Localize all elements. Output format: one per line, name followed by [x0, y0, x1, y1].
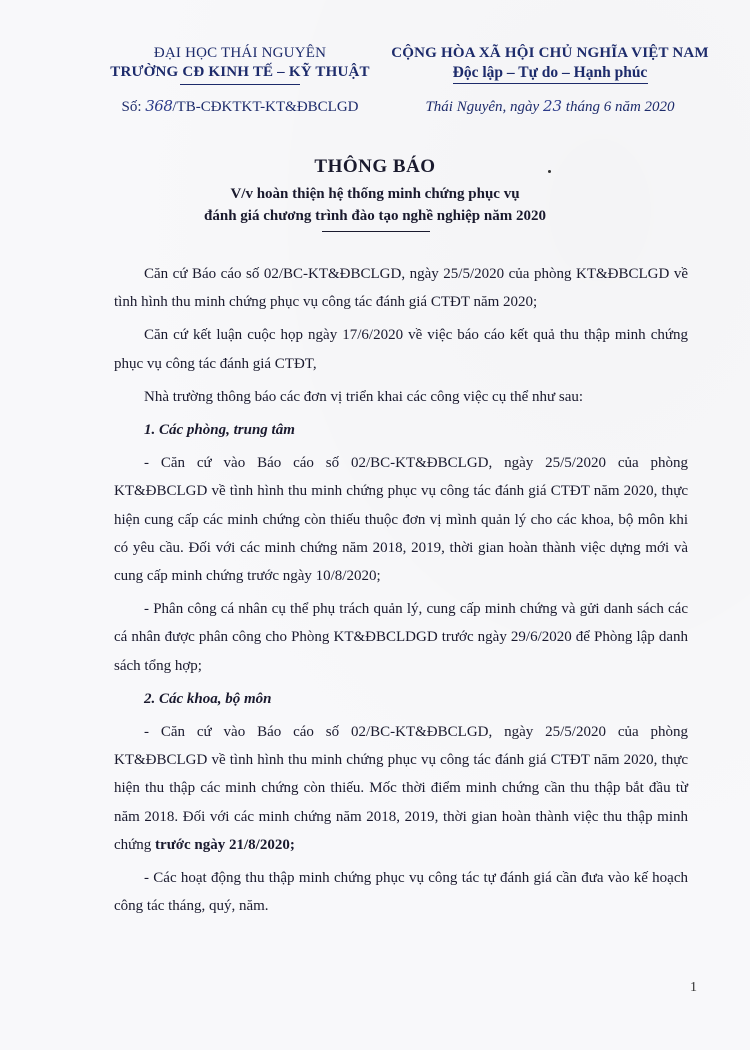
paragraph-intro: Nhà trường thông báo các đơn vị triển khai các công việc cụ thể như sau: [144, 388, 584, 405]
section-heading-offices: 1. Các phòng, trung tâm [144, 422, 295, 439]
paragraph-basis-2: Căn cứ kết luận cuộc họp ngày 17/6/2020 về việc báo cáo kết quả thu thập minh chứng phục vụ công tác đánh giá CTĐT, [114, 327, 688, 372]
document-subject-line-2: đánh giá chương trình đào tạo nghề nghiệp năm 2020 [204, 208, 546, 224]
date-prefix: Thái Nguyên, ngày [425, 99, 540, 115]
document-title: THÔNG BÁO [314, 156, 436, 177]
national-heading [385, 44, 715, 84]
faculties-1-text: - Căn cứ vào Báo cáo số 02/BC-KT&ĐBCLGD, ngày 25/5/2020 của phòng KT&ĐBCLGD về tình hình thu minh chứng phục vụ công tác đánh giá CTĐT năm 2020, thực hiện thu thập các minh chứng còn thiếu. Mốc thời điểm minh chứng cần thu thập bắt đầu từ năm 2018. Đối với các minh chứng năm 2018, 2019, thời gian hoàn thành việc thu thập minh chứng [114, 724, 688, 853]
document-subject-line-1: V/v hoàn thiện hệ thống minh chứng phục vụ [230, 186, 520, 202]
document-body [114, 260, 688, 925]
stray-mark [548, 170, 551, 173]
issuer-block [100, 44, 380, 85]
motto-underline [453, 83, 648, 84]
doc-number-suffix: /TB-CĐKTKT-KT&ĐBCLGD [172, 99, 359, 115]
page-number: 1 [690, 980, 697, 995]
doc-number-handwritten: 368 [145, 97, 173, 115]
paragraph-basis-1: Căn cứ Báo cáo số 02/BC-KT&ĐBCLGD, ngày 25/5/2020 của phòng KT&ĐBCLGD về tình hình thu minh chứng phục vụ công tác đánh giá CTĐT năm 2020; [114, 266, 688, 311]
section-heading-faculties: 2. Các khoa, bộ môn [144, 690, 272, 707]
nation-name: CỘNG HÒA XÃ HỘI CHỦ NGHĨA VIỆT NAM [391, 45, 709, 61]
paragraph-faculties-1 [114, 718, 688, 859]
issuer-underline [180, 84, 300, 85]
title-underline [322, 231, 430, 232]
university-name: ĐẠI HỌC THÁI NGUYÊN [153, 45, 327, 61]
national-motto: Độc lập – Tự do – Hạnh phúc [452, 64, 648, 81]
document-number [100, 97, 380, 116]
faculties-1-deadline: trước ngày 21/8/2020; [155, 836, 295, 853]
paragraph-faculties-2: - Các hoạt động thu thập minh chứng phục vụ công tác tự đánh giá cần đưa vào kế hoạch công tác tháng, quý, năm. [114, 870, 688, 915]
document-date [385, 97, 715, 116]
date-day-handwritten: 23 [542, 97, 563, 115]
school-name: TRƯỜNG CĐ KINH TẾ – KỸ THUẬT [110, 64, 370, 80]
paragraph-offices-2: - Phân công cá nhân cụ thể phụ trách quản lý, cung cấp minh chứng và gửi danh sách các cá nhân được phân công cho Phòng KT&ĐBCLDGD trước ngày 29/6/2020 để Phòng lập danh sách tổng hợp; [114, 601, 688, 674]
paragraph-offices-1: - Căn cứ vào Báo cáo số 02/BC-KT&ĐBCLGD, ngày 25/5/2020 của phòng KT&ĐBCLGD về tình hình thu minh chứng phục vụ công tác đánh giá CTĐT năm 2020, thực hiện cung cấp các minh chứng còn thiếu thuộc đơn vị mình quản lý cho các khoa, bộ môn khi có yêu cầu. Đối với các minh chứng năm 2018, 2019, thời gian hoàn thành việc dựng mới và cung cấp minh chứng trước ngày 10/8/2020; [114, 455, 688, 585]
date-suffix: tháng 6 năm 2020 [565, 99, 675, 115]
doc-number-prefix: Số: [121, 99, 142, 115]
